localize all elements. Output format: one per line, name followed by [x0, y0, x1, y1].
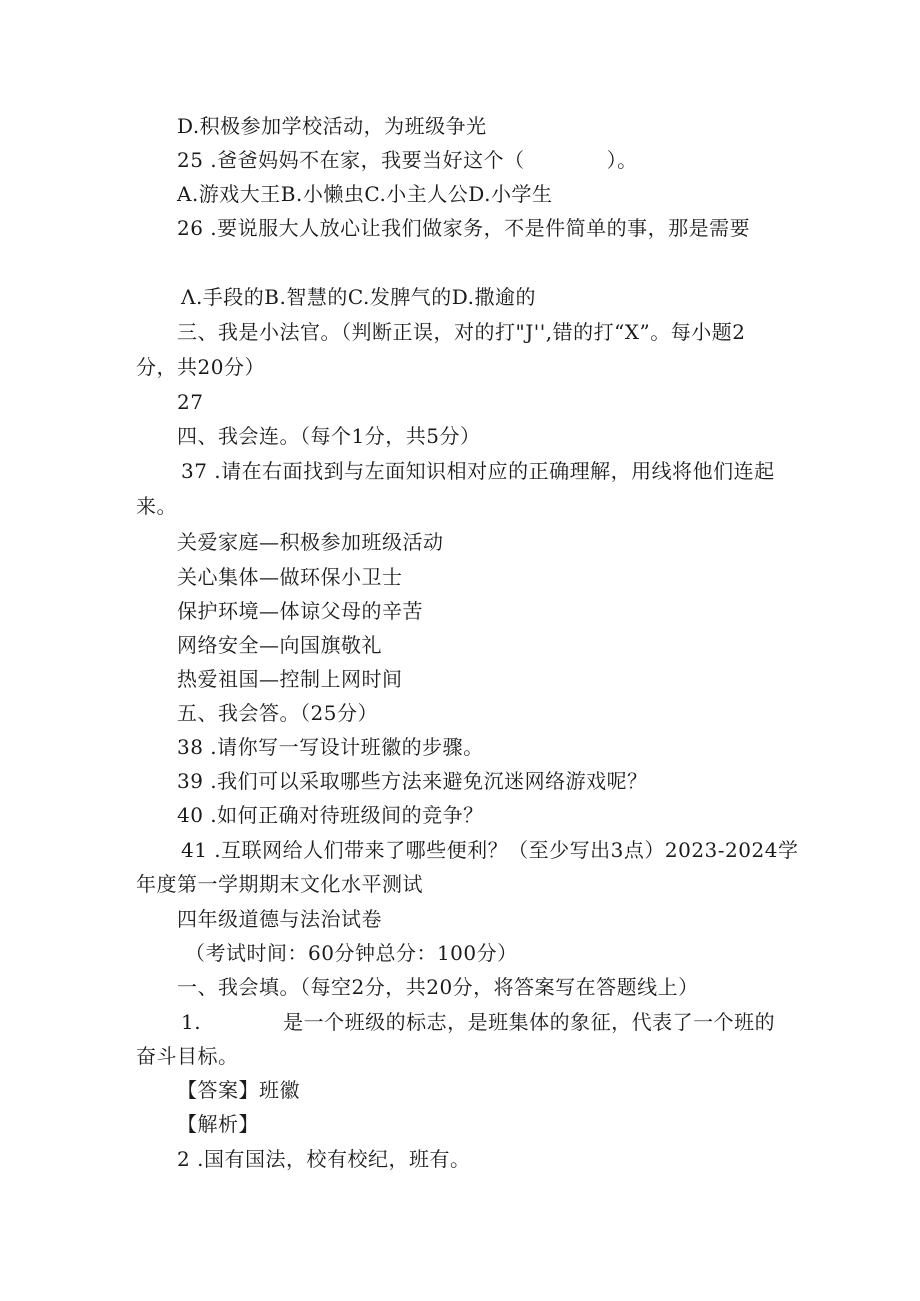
text-line: 2 .国有国法，校有校纪，班有。 [177, 1147, 471, 1171]
text-line: 【答案】班徽 [177, 1078, 300, 1102]
text-line: 26 .要说服大人放心让我们做家务，不是件简单的事，那是需要 [177, 216, 751, 240]
text-line: 39 .我们可以采取哪些方法来避免沉迷网络游戏呢？ [177, 769, 648, 793]
text-line: A.游戏大王B.小懒虫C.小主人公D.小学生 [177, 182, 553, 206]
text-line: 热爱祖国—控制上网时间 [177, 667, 403, 691]
text-line: 保护环境—体谅父母的辛苦 [177, 599, 423, 623]
text-line: 一、我会填。（每空2分，共20分，将答案写在答题线上） [177, 975, 699, 999]
text-line: 网络安全—向国旗敬礼 [177, 633, 382, 657]
text-line: 40 .如何正确对待班级间的竞争？ [177, 803, 484, 827]
text-line: 25 .爸爸妈妈不在家，我要当好这个（ ）。 [177, 148, 638, 172]
text-line: 1. 是一个班级的标志，是班集体的象征，代表了一个班的 [181, 1010, 776, 1034]
text-line: 关爱家庭—积极参加班级活动 [177, 530, 444, 554]
text-line: 分，共20分） [136, 355, 265, 379]
text-line: （考试时间：60分钟总分：100分） [185, 941, 518, 965]
text-line: 来。 [136, 494, 177, 518]
text-line: 四、我会连。（每个1分，共5分） [177, 424, 481, 448]
text-line: 38 .请你写一写设计班徽的步骤。 [177, 735, 484, 759]
text-line: 41 .互联网给人们带来了哪些便利？（至少写出3点）2023-2024学 [181, 838, 799, 862]
text-line: 37 .请在右面找到与左面知识相对应的正确理解，用线将他们连起 [181, 459, 775, 483]
text-line: 关心集体—做环保小卫士 [177, 565, 403, 589]
text-line: 年度第一学期期末文化水平测试 [136, 872, 423, 896]
text-line: D.积极参加学校活动，为班级争光 [177, 114, 487, 138]
text-line: 奋斗目标。 [136, 1044, 239, 1068]
text-line: Λ.手段的B.智慧的C.发脾气的D.撒逾的 [181, 285, 536, 309]
text-line: 四年级道德与法治试卷 [177, 907, 382, 931]
text-line: 三、我是小法官。（判断正误，对的打"J'',错的打“X”。每小题2 [177, 320, 746, 344]
text-line: 【解析】 [177, 1112, 259, 1136]
text-line: 27 [177, 390, 204, 414]
text-line: 五、我会答。（25分） [177, 701, 378, 725]
